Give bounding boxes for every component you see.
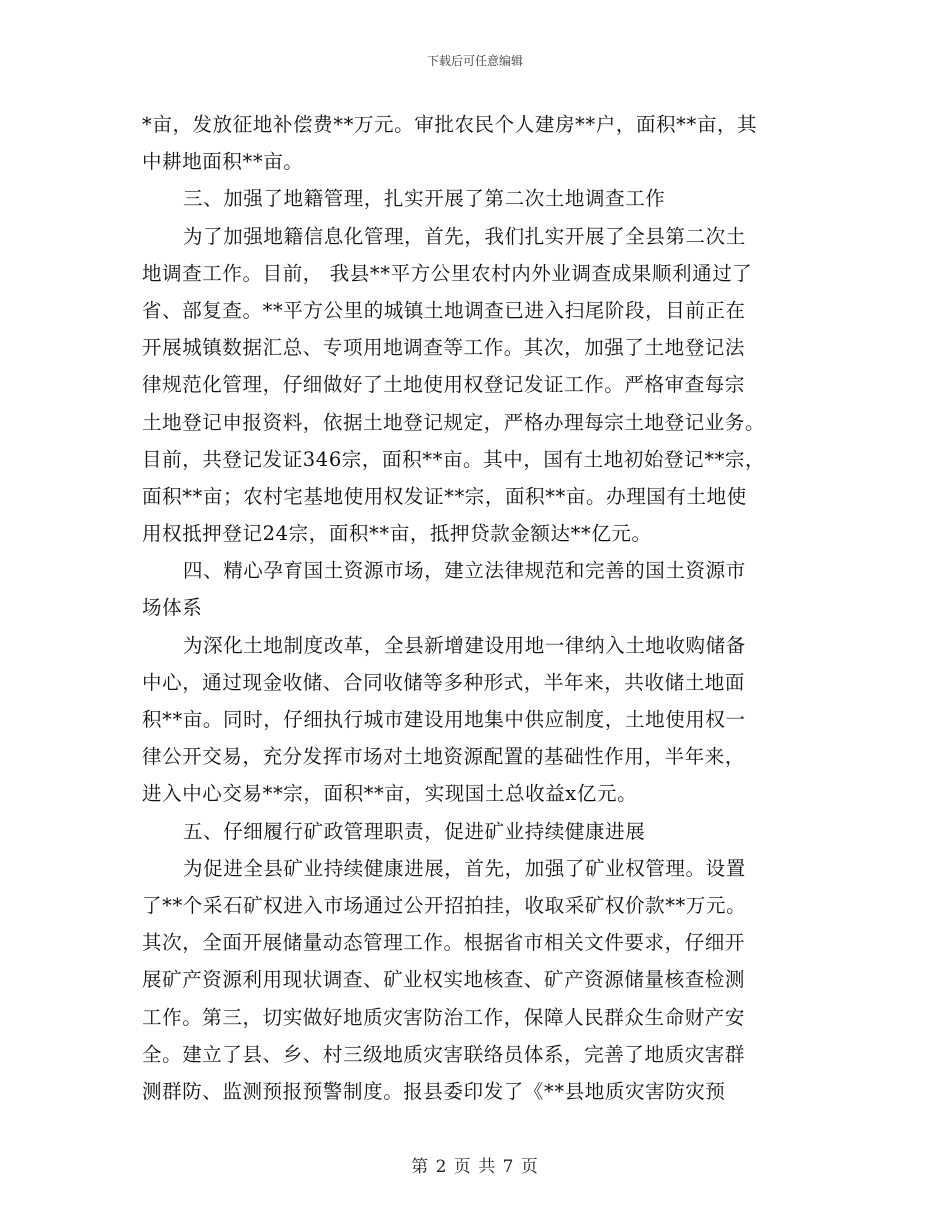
text-line: 地调查工作。目前， 我县**平方公里农村内外业调查成果顺利通过了 <box>142 261 753 285</box>
text-line: 律公开交易，充分发挥市场对土地资源配置的基础性作用，半年来， <box>142 745 746 769</box>
section-heading: 三、加强了地籍管理，扎实开展了第二次土地调查工作 <box>183 187 666 211</box>
text-line: 为促进全县矿业持续健康进展，首先，加强了矿业权管理。设置 <box>183 856 746 880</box>
text-line: 全。建立了县、乡、村三级地质灾害联络员体系，完善了地质灾害群 <box>142 1042 746 1066</box>
text-line: 了**个采石矿权进入市场通过公开招拍挂，收取采矿权价款**万元。 <box>142 893 747 917</box>
text-line: 其次，全面开展储量动态管理工作。根据省市相关文件要求，仔细开 <box>142 931 746 955</box>
text-line: 目前，共登记发证346宗，面积**亩。其中，国有土地初始登记**宗， <box>142 447 766 471</box>
text-line: 中心，通过现金收储、合同收储等多种形式，半年来，共收储土地面 <box>142 670 746 694</box>
section-heading: 五、仔细履行矿政管理职责，促进矿业持续健康进展 <box>183 819 646 843</box>
text-line: *亩，发放征地补偿费**万元。审批农民个人建房**户，面积**亩，其 <box>142 113 758 136</box>
text-line: 面积**亩；农村宅基地使用权发证**宗，面积**亩。办理国有土地使 <box>142 484 747 508</box>
section-heading-continued: 场体系 <box>142 596 203 620</box>
text-line: 律规范化管理，仔细做好了土地使用权登记发证工作。严格审查每宗 <box>142 373 746 397</box>
text-line: 省、部复查。**平方公里的城镇土地调查已进入扫尾阶段，目前正在 <box>142 298 746 322</box>
text-line: 展矿产资源利用现状调查、矿业权实地核查、矿产资源储量核查检测 <box>142 968 746 992</box>
page-number: 第 2 页 共 7 页 <box>411 1157 539 1177</box>
page-header: 下载后可任意编辑 <box>426 54 523 68</box>
text-line: 为了加强地籍信息化管理，首先，我们扎实开展了全县第二次土 <box>183 224 746 248</box>
text-line: 工作。第三，切实做好地质灾害防治工作，保障人民群众生命财产安 <box>142 1005 746 1029</box>
section-heading: 四、精心孕育国土资源市场，建立法律规范和完善的国土资源市 <box>183 559 746 583</box>
text-line: 积**亩。同时，仔细执行城市建设用地集中供应制度，土地使用权一 <box>142 708 746 731</box>
text-line: 测群防、监测预报预警制度。报县委印发了《**县地质灾害防灾预 <box>142 1079 726 1103</box>
text-line: 用权抵押登记24宗，面积**亩，抵押贷款金额达**亿元。 <box>142 522 652 546</box>
text-line: 开展城镇数据汇总、专项用地调查等工作。其次，加强了土地登记法 <box>142 336 746 360</box>
text-line: 为深化土地制度改革，全县新增建设用地一律纳入土地收购储备 <box>183 633 746 657</box>
text-line: 土地登记申报资料，依据土地登记规定，严格办理每宗土地登记业务。 <box>142 410 766 434</box>
document-body <box>142 106 812 1110</box>
text-line: 进入中心交易**宗，面积**亩，实现国土总收益x亿元。 <box>142 782 638 806</box>
text-line: 中耕地面积**亩。 <box>142 150 304 174</box>
